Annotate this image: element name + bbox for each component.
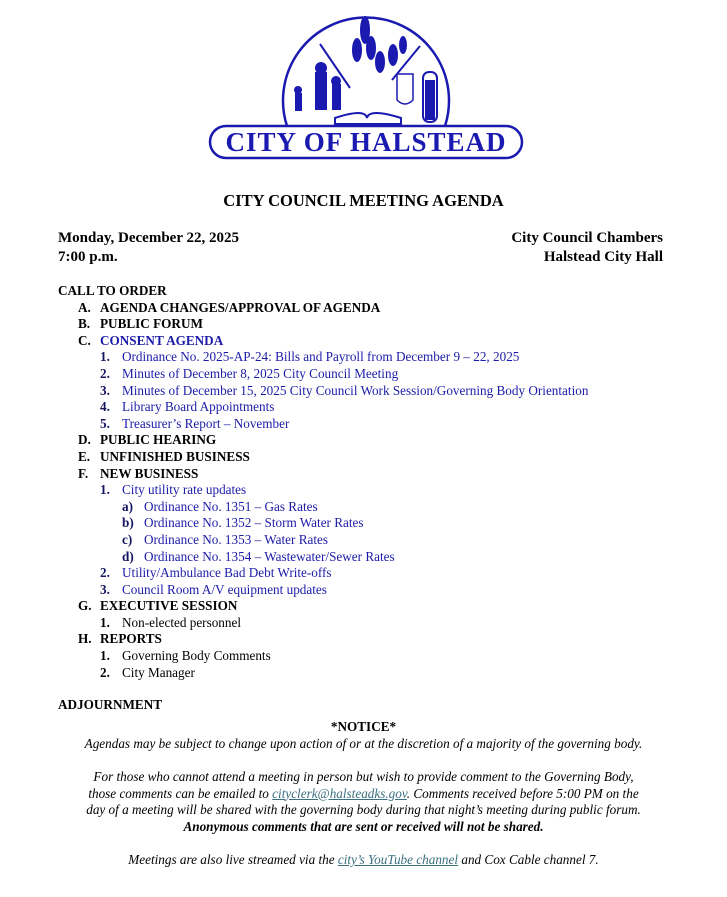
label: PUBLIC FORUM (100, 316, 203, 332)
call-to-order: CALL TO ORDER (58, 283, 167, 298)
label: Ordinance No. 1352 – Storm Water Rates (144, 515, 364, 531)
agenda-item-b (58, 316, 698, 333)
marker: 1. (100, 614, 110, 630)
text: and Cox Cable channel 7. (458, 852, 599, 867)
marker: H. (78, 631, 92, 647)
meeting-location (511, 229, 663, 267)
agenda-item-d (58, 432, 698, 449)
label: Library Board Appointments (122, 399, 275, 415)
comment-line-2 (0, 786, 727, 803)
location-building: Halstead City Hall (543, 249, 663, 265)
meeting-time: 7:00 p.m. (58, 249, 118, 265)
comment-line-4: Anonymous comments that are sent or received will not be shared. (183, 818, 544, 834)
notice-line: Agendas may be subject to change upon action of or at the discretion of a majority of the governing body. (84, 736, 643, 751)
adjournment: ADJOURNMENT (58, 697, 163, 712)
svg-text:CITY OF HALSTEAD: CITY OF HALSTEAD (225, 127, 507, 157)
list-item (58, 416, 698, 433)
livestream-line (0, 852, 727, 869)
marker: 2. (100, 365, 110, 381)
youtube-link[interactable]: city’s YouTube channel (337, 852, 459, 867)
marker: 3. (100, 382, 110, 398)
marker: 1. (100, 349, 110, 365)
marker: 1. (100, 482, 110, 498)
text: those comments can be emailed to (88, 785, 273, 801)
label: PUBLIC HEARING (100, 432, 217, 448)
marker: A. (78, 299, 91, 315)
list-item (58, 648, 698, 665)
label: CONSENT AGENDA (100, 332, 224, 348)
marker: C. (78, 332, 91, 348)
list-item (58, 665, 698, 682)
city-seal-logo (205, 0, 527, 162)
list-item (58, 383, 698, 400)
comment-line-1: For those who cannot attend a meeting in person but wish to provide comment to the Governing Body, (93, 769, 634, 784)
marker: F. (78, 465, 89, 481)
label: Minutes of December 15, 2025 City Council Work Session/Governing Body Orientation (122, 382, 589, 398)
label: Ordinance No. 2025-AP-24: Bills and Payroll from December 9 – 22, 2025 (122, 349, 520, 365)
marker: b) (122, 515, 134, 531)
marker: 4. (100, 399, 110, 415)
label: Council Room A/V equipment updates (122, 581, 327, 597)
label: Ordinance No. 1353 – Water Rates (144, 531, 328, 547)
marker: c) (122, 531, 133, 547)
label: AGENDA CHANGES/APPROVAL OF AGENDA (100, 299, 381, 315)
marker: B. (78, 316, 91, 332)
label: UNFINISHED BUSINESS (100, 448, 250, 464)
label: Treasurer’s Report – November (122, 415, 290, 431)
agenda-item-g (58, 598, 698, 615)
marker: 5. (100, 415, 110, 431)
list-item (58, 582, 698, 599)
marker: E. (78, 448, 91, 464)
label: REPORTS (100, 631, 162, 647)
list-item (58, 615, 698, 632)
list-subitem (58, 499, 698, 516)
list-item (58, 399, 698, 416)
page-title: CITY COUNCIL MEETING AGENDA (223, 191, 504, 210)
label: Non-elected personnel (122, 614, 242, 630)
marker: 3. (100, 581, 110, 597)
list-subitem (58, 549, 698, 566)
label: EXECUTIVE SESSION (100, 598, 238, 614)
marker: 2. (100, 664, 110, 680)
list-subitem (58, 515, 698, 532)
marker: 2. (100, 565, 110, 581)
list-subitem (58, 532, 698, 549)
comment-line-3: day of a meeting will be shared with the governing body during that night’s meeting during public forum. (86, 802, 641, 818)
label: NEW BUSINESS (100, 465, 199, 481)
comment-paragraph (0, 769, 727, 835)
agenda-list (58, 283, 698, 681)
text: . Comments received before 5:00 PM on the (406, 785, 639, 801)
meeting-datetime (58, 229, 239, 267)
notice-heading: *NOTICE* (330, 719, 397, 734)
location-room: City Council Chambers (511, 230, 663, 246)
marker: G. (78, 598, 92, 614)
label: Utility/Ambulance Bad Debt Write-offs (122, 565, 332, 581)
marker: D. (78, 432, 91, 448)
label: Governing Body Comments (122, 648, 271, 664)
agenda-item-h (58, 631, 698, 648)
marker: a) (122, 498, 133, 514)
agenda-item-e (58, 449, 698, 466)
text: Meetings are also live streamed via the (128, 852, 338, 867)
agenda-item-a (58, 300, 698, 317)
agenda-item-c (58, 333, 698, 350)
marker: 1. (100, 648, 110, 664)
agenda-item-f (58, 466, 698, 483)
label: City utility rate updates (122, 482, 247, 498)
list-item (58, 349, 698, 366)
meeting-date: Monday, December 22, 2025 (58, 230, 239, 246)
marker: d) (122, 548, 134, 564)
label: City Manager (122, 664, 195, 680)
email-link[interactable]: cityclerk@halsteadks.gov (272, 785, 407, 801)
list-item (58, 366, 698, 383)
list-item (58, 482, 698, 499)
label: Ordinance No. 1351 – Gas Rates (144, 498, 318, 514)
label: Ordinance No. 1354 – Wastewater/Sewer Rates (144, 548, 395, 564)
label: Minutes of December 8, 2025 City Council Meeting (122, 365, 399, 381)
list-item (58, 565, 698, 582)
